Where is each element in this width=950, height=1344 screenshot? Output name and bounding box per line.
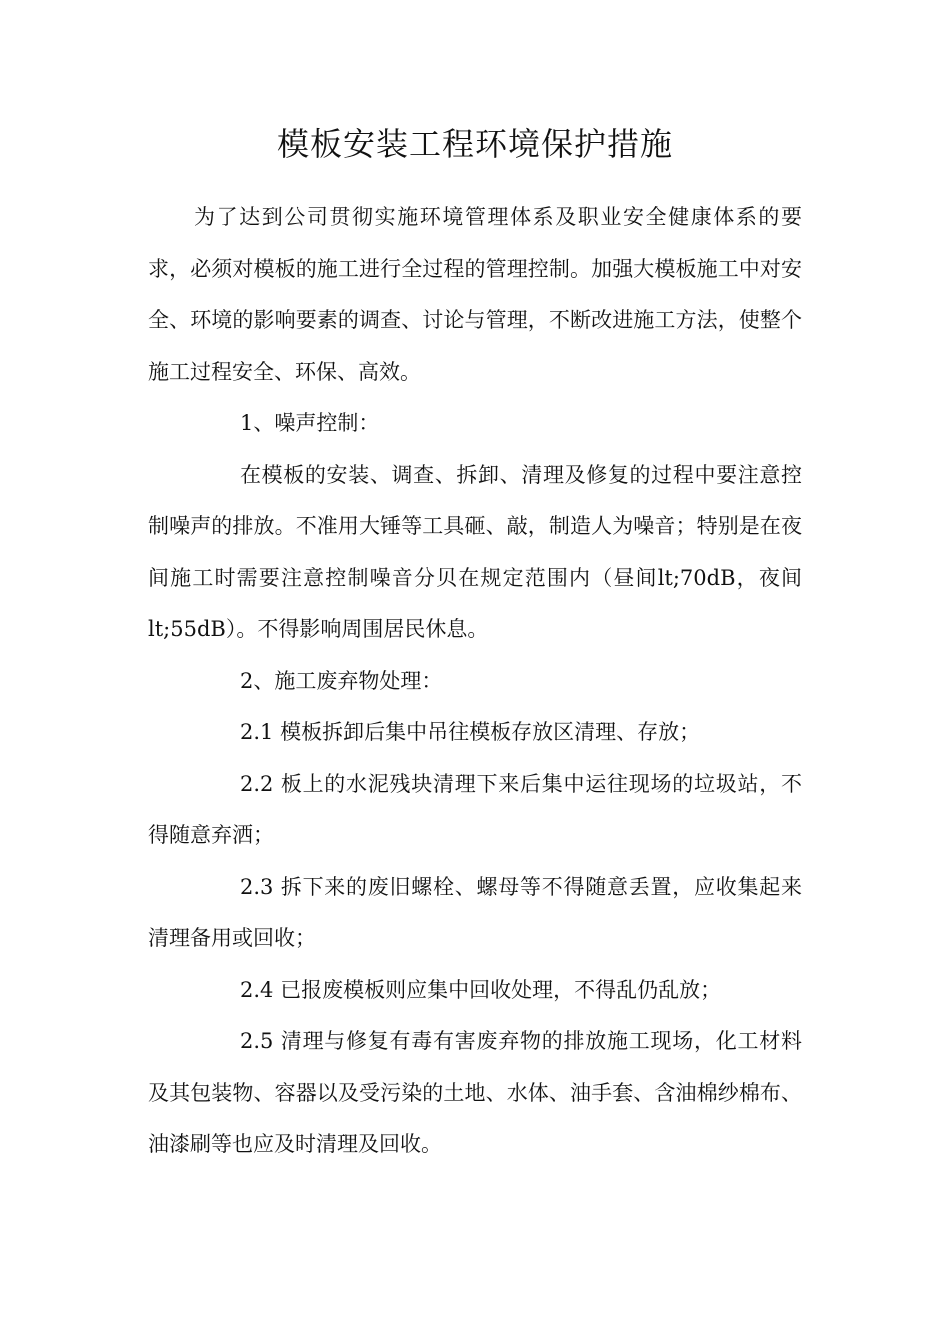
- document-title: 模板安装工程环境保护措施: [276, 125, 673, 163]
- section-heading-waste: 2、施工废弃物处理：: [240, 668, 443, 693]
- noise-control-paragraph: 在模板的安装、调查、拆卸、清理及修复的过程中要注意控制噪声的排放。不准用大锤等工具砸、敲，制造人为噪音；特别是在夜间施工时需要注意控制噪音分贝在规定范围内（昼间lt;70dB，夜间 lt;55dB）。不得影响周围居民休息。: [148, 462, 802, 641]
- document-body: [148, 192, 802, 1171]
- waste-item-2-4: 2.4 已报废模板则应集中回收处理，不得乱仍乱放；: [240, 977, 722, 1002]
- waste-item-2-5: 2.5 清理与修复有毒有害废弃物的排放施工现场，化工材料及其包装物、容器以及受污染的土地、水体、油手套、含油棉纱棉布、油漆刷等也应及时清理及回收。: [148, 1029, 802, 1156]
- waste-item-2-1: 2.1 模板拆卸后集中吊往模板存放区清理、存放；: [240, 720, 701, 744]
- intro-paragraph: 为了达到公司贯彻实施环境管理体系及职业安全健康体系的要求，必须对模板的施工进行全过程的管理控制。加强大模板施工中对安全、环境的影响要素的调查、讨论与管理，不断改进施工方法，使整个施工过程安全、环保、高效。: [148, 205, 802, 384]
- waste-item-2-2: 2.2 板上的水泥残块清理下来后集中运往现场的垃圾站，不得随意弃洒；: [148, 771, 802, 847]
- section-heading-noise: 1、噪声控制：: [240, 411, 380, 435]
- waste-item-2-3: 2.3 拆下来的废旧螺栓、螺母等不得随意丢置，应收集起来清理备用或回收；: [148, 874, 802, 950]
